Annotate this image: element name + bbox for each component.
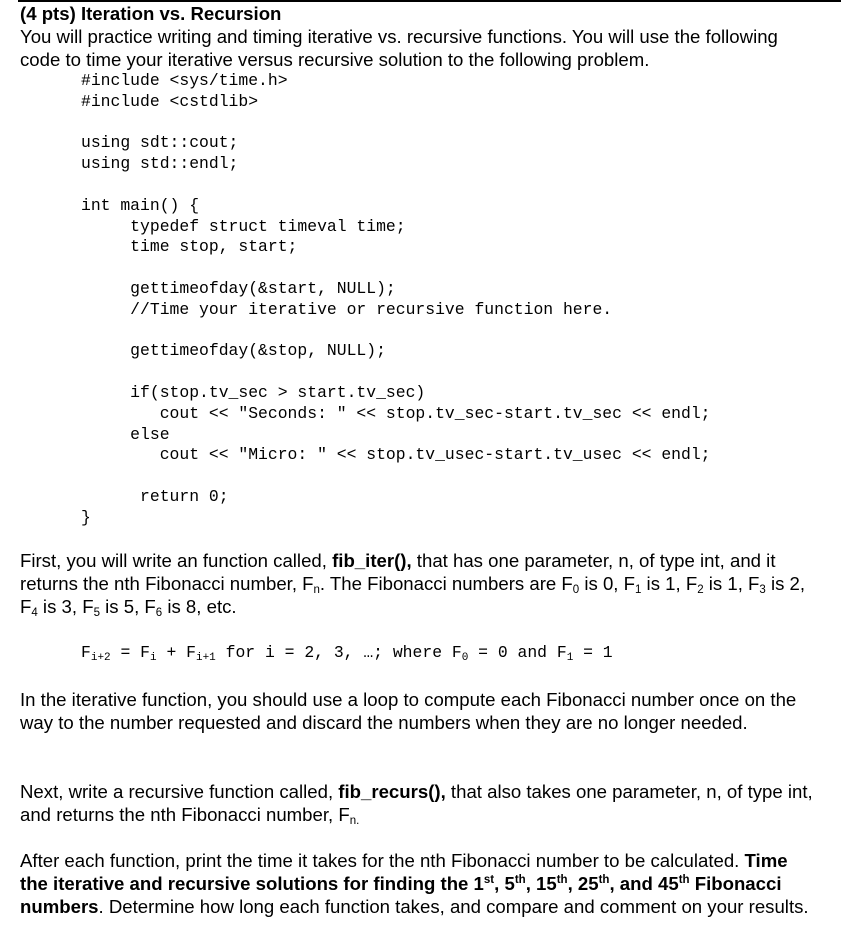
text-run: is 3, F bbox=[37, 596, 94, 617]
fib-iter-function-name: fib_iter(), bbox=[332, 550, 412, 571]
text-run: First, you will write an function called, bbox=[20, 550, 333, 571]
code-line: else bbox=[81, 424, 170, 444]
code-line: //Time your iterative or recursive function here. bbox=[81, 299, 613, 319]
fib-recurs-function-name: fib_recurs(), bbox=[338, 781, 446, 802]
subscript: 1 bbox=[634, 584, 642, 596]
text-run: = 0 and F bbox=[468, 643, 567, 662]
text-run: Time the iterative and recursive solutions for finding the 1 bbox=[20, 850, 788, 894]
intro-paragraph: You will practice writing and timing iterative vs. recursive functions. You will use the following code to time your iterative versus recursive solution to the following problem. bbox=[20, 26, 778, 70]
text-run: for i = 2, 3, …; where F bbox=[215, 643, 462, 662]
text-run: After each function, print the time it takes for the nth Fibonacci number to be calculated. bbox=[20, 850, 745, 871]
text-run: that also takes one parameter, n, of type int, and returns the nth Fibonacci number, F bbox=[20, 781, 813, 825]
text-run: Fibonacci numbers bbox=[20, 873, 782, 917]
code-line: if(stop.tv_sec > start.tv_sec) bbox=[81, 382, 426, 402]
subscript: 0 bbox=[461, 652, 469, 664]
superscript: th bbox=[556, 874, 568, 886]
fibonacci-formula bbox=[81, 643, 613, 664]
fib-iter-paragraph bbox=[20, 549, 820, 618]
text-run: is 5, F bbox=[99, 596, 156, 617]
text-run: is 0, F bbox=[579, 573, 635, 594]
superscript: th bbox=[598, 874, 610, 886]
text-run: = 1 bbox=[573, 643, 613, 662]
code-line: using sdt::cout; bbox=[81, 133, 239, 153]
text-run: is 2, F bbox=[20, 573, 806, 617]
code-listing bbox=[81, 71, 711, 529]
code-line: #include <sys/time.h> bbox=[81, 71, 288, 90]
points-label: (4 pts) bbox=[20, 3, 76, 24]
text-run: = F bbox=[110, 643, 151, 662]
timing-instructions-paragraph bbox=[20, 849, 820, 918]
superscript: th bbox=[514, 874, 526, 886]
text-run: is 1, F bbox=[641, 573, 698, 594]
subscript: 4 bbox=[31, 607, 38, 619]
text-run: is 1, F bbox=[703, 573, 760, 594]
subscript: 2 bbox=[697, 584, 704, 596]
text-run: + F bbox=[156, 643, 196, 662]
fib-recurs-paragraph bbox=[20, 780, 820, 826]
code-line: int main() { bbox=[81, 195, 200, 215]
code-line: gettimeofday(&stop, NULL); bbox=[81, 341, 386, 361]
subscript: 5 bbox=[93, 607, 100, 619]
subscript: i+1 bbox=[195, 652, 216, 664]
text-run: , 25 bbox=[567, 873, 599, 894]
code-line: } bbox=[81, 507, 91, 527]
subscript: 1 bbox=[566, 652, 574, 664]
question-title bbox=[20, 2, 820, 25]
code-line: time stop, start; bbox=[81, 237, 298, 257]
iterative-instructions-paragraph: In the iterative function, you should use a loop to compute each Fibonacci number once on the way to the number requested and discard the numbers when they are no longer needed. bbox=[20, 689, 797, 733]
code-line: cout << "Seconds: " << stop.tv_sec-start.tv_sec << endl; bbox=[81, 403, 711, 423]
subscript: 0 bbox=[572, 584, 580, 596]
text-run: is 8, etc. bbox=[162, 596, 237, 617]
text-run: . The Fibonacci numbers are F bbox=[319, 573, 573, 594]
text-run: Next, write a recursive function called, bbox=[20, 781, 339, 802]
text-run: , and 45 bbox=[609, 873, 679, 894]
question-heading: Iteration vs. Recursion bbox=[80, 3, 282, 24]
subscript: i+2 bbox=[90, 652, 111, 664]
subscript: i bbox=[150, 652, 157, 664]
subscript: n bbox=[313, 584, 320, 596]
code-line: #include <cstdlib> bbox=[81, 91, 259, 111]
subscript: n. bbox=[349, 815, 360, 827]
text-run: , 5 bbox=[494, 873, 515, 894]
superscript: st bbox=[483, 874, 495, 886]
code-line: typedef struct timeval time; bbox=[81, 216, 406, 236]
code-line: cout << "Micro: " << stop.tv_usec-start.tv_usec << endl; bbox=[81, 445, 711, 465]
text-run: . Determine how long each function takes, and compare and comment on your results. bbox=[98, 896, 809, 917]
code-line: using std::endl; bbox=[81, 154, 239, 174]
superscript: th bbox=[678, 874, 690, 886]
text-run: F bbox=[81, 643, 91, 662]
text-run: , 15 bbox=[525, 873, 557, 894]
text-run: that has one parameter, n, of type int, and it returns the nth Fibonacci number, F bbox=[20, 550, 776, 594]
subscript: 6 bbox=[155, 607, 163, 619]
subscript: 3 bbox=[759, 584, 766, 596]
code-line: return 0; bbox=[81, 486, 229, 506]
code-line: gettimeofday(&start, NULL); bbox=[81, 278, 396, 298]
